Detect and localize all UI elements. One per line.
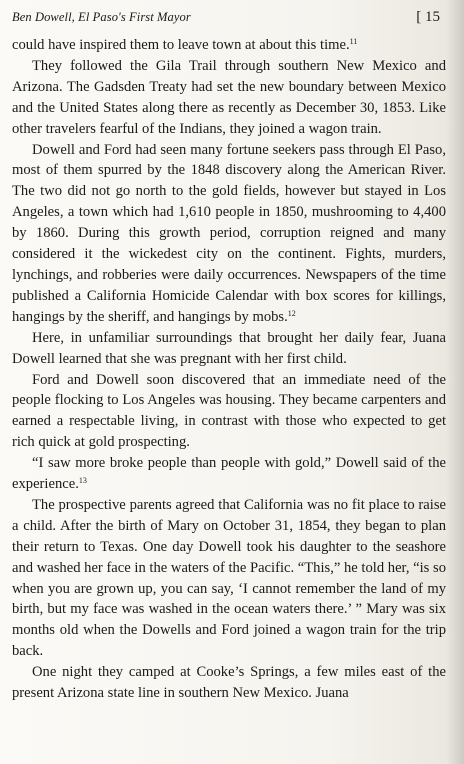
- paragraph: The prospective parents agreed that California was no fit place to raise a child. After the birth of Mary on October 31, 1854, they began to plan their return to Texas. One day Dowell took his daughter to the seashore and washed her face in the waters of the Pacific. “This,” he told her, “is so when you are grown up, you can say, ‘I cannot remember the land of my birth, but my face was washed in the ocean waters there.’ ” Mary was six months old when the Dowells and Ford joined a wagon train for the trip back.: [12, 496, 446, 660]
- paragraph: Ford and Dowell soon discovered that an immediate need of the people flocking to Los Angeles was housing. They became carpenters and earned a respectable living, in contrast with those who expected to get rich quick at gold prospecting.: [12, 371, 446, 451]
- footnote-marker: 12: [287, 308, 296, 318]
- page-edge-shadow: [446, 0, 464, 764]
- running-head: [12, 6, 452, 28]
- paragraph: Dowell and Ford had seen many fortune seekers pass through El Paso, most of them spurred by the 1848 discovery along the American River. The two did not go north to the gold fields, however but stayed in Los Angeles, a town which had 1,610 people in 1850, mushrooming to 4,400 by 1860. During this growth period, corruption reigned and many considered it the wickedest city on the continent. Fights, murders, lynchings, and robberies were daily occurrences. Newspapers of the time published a California Homicide Calendar with box scores for killings, hangings by the sheriff, and hangings by mobs.$^{12}$: [12, 141, 446, 325]
- page-number: [ 15: [416, 9, 440, 25]
- paragraph: One night they camped at Cooke’s Springs, a few miles east of the present Arizona state line in southern New Mexico. Juana: [12, 664, 446, 702]
- paragraph: “I saw more broke people than people with gold,” Dowell said of the experience.$^{13}$: [12, 455, 446, 493]
- footnote-marker: 13: [78, 476, 87, 486]
- paragraph: They followed the Gila Trail through southern New Mexico and Arizona. The Gadsden Treaty had set the new boundary between Mexico and the United States along there as recently as December 30, 1853. Like other travelers fearful of the Indians, they joined a wagon train.: [12, 57, 446, 137]
- body-text: [12, 35, 452, 704]
- paragraph: could have inspired them to leave town at about this time.$^{11}$: [12, 37, 358, 53]
- running-head-title: Ben Dowell, El Paso's First Mayor: [12, 10, 191, 24]
- paragraph: Here, in unfamiliar surroundings that brought her daily fear, Juana Dowell learned that she was pregnant with her first child.: [12, 329, 446, 367]
- footnote-marker: 11: [349, 37, 358, 46]
